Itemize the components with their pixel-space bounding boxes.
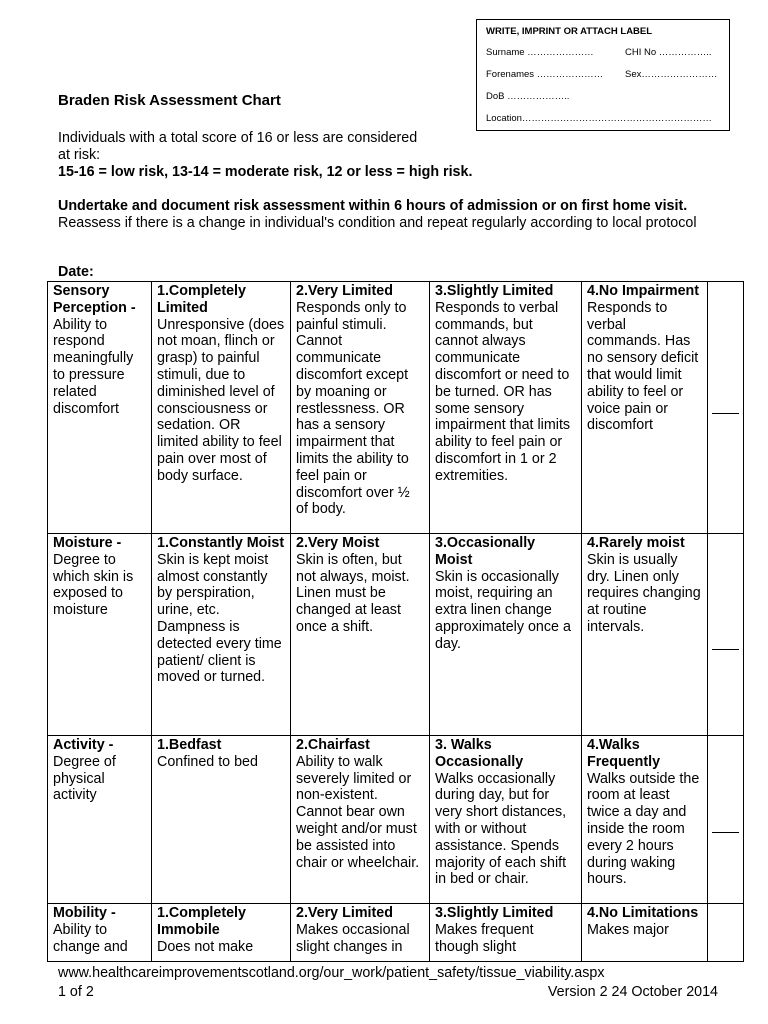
option-cell[interactable] — [152, 904, 291, 962]
option-cell[interactable] — [291, 904, 430, 962]
footer-url-link[interactable]: www.healthcareimprovementscotland.org/our_work/patient_safety/tissue_viability.aspx — [58, 965, 605, 981]
score-cell[interactable] — [708, 904, 744, 962]
option-cell[interactable] — [291, 736, 430, 904]
table-row-sensory — [48, 282, 744, 534]
undertake-instruction: Undertake and document risk assessment within 6 hours of admission or on first home visit. — [58, 198, 688, 214]
surname-field[interactable]: Surname ………………… — [486, 47, 594, 58]
score-cell[interactable] — [708, 282, 744, 534]
intro-text — [58, 130, 758, 232]
category-title: Moisture - — [53, 535, 122, 551]
category-description: Ability to change and — [53, 921, 128, 955]
score-cell[interactable] — [708, 534, 744, 736]
option-title: 4.Walks Frequently — [587, 737, 661, 770]
category-cell — [48, 282, 152, 534]
option-cell[interactable] — [291, 282, 430, 534]
forenames-field[interactable]: Forenames ………………… — [486, 69, 604, 80]
dob-field[interactable]: DoB ……………….. — [486, 91, 570, 102]
table-row-mobility — [48, 904, 744, 962]
option-title: 2.Very Limited — [296, 905, 393, 921]
risk-levels: 15-16 = low risk, 13-14 = moderate risk, 12 or less = high risk. — [58, 164, 473, 180]
page-title: Braden Risk Assessment Chart — [58, 92, 281, 109]
braden-table — [47, 281, 744, 962]
option-title: 3.Slightly Limited — [435, 905, 554, 921]
option-text: Skin is usually dry. Linen only requires changing at routine intervals. — [587, 551, 701, 635]
intro-line-1: Individuals with a total score of 16 or less are considered — [58, 130, 418, 146]
option-text: Responds to verbal commands, but cannot always communicate discomfort or need to be turned. OR has some sensory impairment that limits ability to feel pain or discomfort in 1 or 2 extremities. — [435, 299, 571, 484]
option-cell[interactable] — [582, 282, 708, 534]
option-cell[interactable] — [582, 904, 708, 962]
category-title: Sensory Perception - — [53, 283, 136, 316]
category-title: Activity - — [53, 737, 114, 753]
option-cell[interactable] — [152, 282, 291, 534]
option-text: Does not make — [157, 938, 254, 955]
category-description: Ability to respond meaningfully to pressure related discomfort — [53, 316, 134, 417]
option-text: Skin is kept moist almost constantly by perspiration, urine, etc. Dampness is detected every time patient/ client is moved or turned. — [157, 551, 282, 686]
location-field[interactable]: Location…………………………………………………… — [486, 113, 712, 124]
score-entry-line — [712, 413, 739, 414]
option-title: 3. Walks Occasionally — [435, 737, 524, 770]
option-cell[interactable] — [430, 904, 582, 962]
option-cell[interactable] — [152, 534, 291, 736]
category-cell — [48, 736, 152, 904]
date-label: Date: — [58, 264, 94, 280]
category-cell — [48, 904, 152, 962]
option-cell[interactable] — [291, 534, 430, 736]
option-title: 4.No Limitations — [587, 905, 699, 921]
option-text: Makes frequent though slight — [435, 921, 534, 955]
category-description: Degree to which skin is exposed to moisture — [53, 551, 134, 619]
version-text: Version 2 24 October 2014 — [547, 984, 718, 1000]
option-text: Unresponsive (does not moan, flinch or grasp) to painful stimuli, due to diminished level of consciousness or sedation. OR limited ability to feel pain over most of body surface. — [157, 316, 285, 484]
page-number: 1 of 2 — [58, 984, 94, 1000]
option-title: 1.Bedfast — [157, 737, 222, 753]
option-cell[interactable] — [582, 736, 708, 904]
option-title: 1.Completely Immobile — [157, 905, 246, 938]
chi-no-field[interactable]: CHI No …………….. — [625, 47, 712, 58]
option-cell[interactable] — [152, 736, 291, 904]
option-title: 2.Very Moist — [296, 535, 380, 551]
table-row-activity — [48, 736, 744, 904]
category-cell — [48, 534, 152, 736]
option-title: 2.Chairfast — [296, 737, 370, 753]
option-text: Makes major — [587, 921, 669, 938]
option-title: 1.Completely Limited — [157, 283, 246, 316]
option-text: Responds to verbal commands. Has no sensory deficit that would limit ability to feel or voice pain or discomfort — [587, 299, 699, 434]
label-box-title: WRITE, IMPRINT OR ATTACH LABEL — [486, 26, 653, 37]
patient-label-box — [476, 19, 730, 131]
reassess-instruction: Reassess if there is a change in individual's condition and repeat regularly according to local protocol — [58, 215, 697, 231]
option-text: Confined to bed — [157, 753, 258, 770]
option-text: Responds only to painful stimuli. Cannot communicate discomfort except by moaning or restlessness. OR has a sensory impairment that limits the ability to feel pain or discomfort over ½ of body. — [296, 299, 410, 518]
option-text: Ability to walk severely limited or non-existent. Cannot bear own weight and/or must be assisted into chair or wheelchair. — [296, 753, 420, 871]
option-title: 3.Slightly Limited — [435, 283, 554, 299]
option-text: Skin is occasionally moist, requiring an extra linen change approximately once a day. — [435, 568, 571, 652]
category-description: Degree of physical activity — [53, 753, 116, 804]
option-text: Walks occasionally during day, but for very short distances, with or without assistance. Spends majority of each shift in bed or chair. — [435, 770, 567, 888]
table-row-moisture — [48, 534, 744, 736]
option-cell[interactable] — [430, 534, 582, 736]
score-entry-line — [712, 832, 739, 833]
option-title: 3.Occasionally Moist — [435, 535, 536, 568]
score-cell[interactable] — [708, 736, 744, 904]
option-title: 2.Very Limited — [296, 283, 393, 299]
score-entry-line — [712, 649, 739, 650]
option-title: 1.Constantly Moist — [157, 535, 285, 551]
option-cell[interactable] — [582, 534, 708, 736]
option-text: Walks outside the room at least twice a day and inside the room every 2 hours during waking hours. — [587, 770, 700, 888]
option-cell[interactable] — [430, 282, 582, 534]
sex-field[interactable]: Sex…………………… — [625, 69, 718, 80]
option-cell[interactable] — [430, 736, 582, 904]
option-text: Skin is often, but not always, moist. Linen must be changed at least once a shift. — [296, 551, 410, 635]
option-title: 4.Rarely moist — [587, 535, 685, 551]
option-text: Makes occasional slight changes in — [296, 921, 410, 955]
intro-line-2: at risk: — [58, 147, 101, 163]
category-title: Mobility - — [53, 905, 116, 921]
option-title: 4.No Impairment — [587, 283, 700, 299]
